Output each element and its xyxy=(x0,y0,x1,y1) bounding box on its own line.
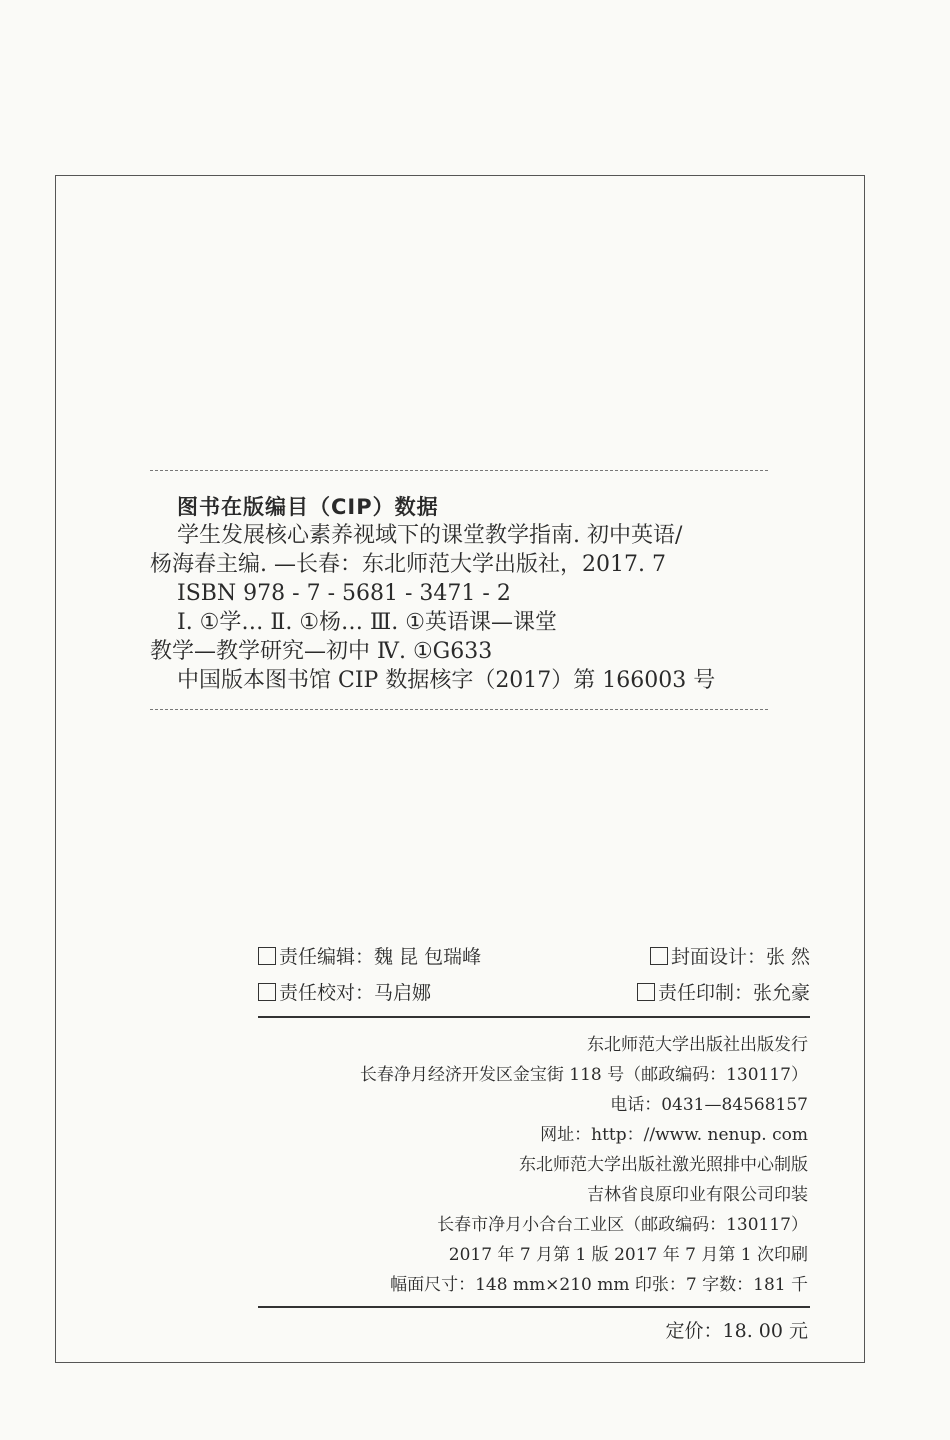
publisher-website: 网址：http：//www. nenup. com xyxy=(540,1125,808,1145)
publisher-line-7: 长春市净月小合台工业区（邮政编码：130117） xyxy=(437,1215,808,1235)
publisher-line-1: 东北师范大学出版社出版发行 xyxy=(587,1035,808,1055)
checkbox-icon xyxy=(258,947,276,965)
dashed-divider-top xyxy=(150,470,768,471)
publisher-line-5: 东北师范大学出版社激光照排中心制版 xyxy=(519,1155,808,1175)
publisher-line-6: 吉林省良原印业有限公司印装 xyxy=(587,1185,808,1205)
cip-title-line2: 杨海春主编. —长春：东北师范大学出版社，2017. 7 xyxy=(150,552,666,577)
cip-title-line1: 学生发展核心素养视域下的课堂教学指南. 初中英语/ xyxy=(177,523,683,548)
credit-row-1 xyxy=(258,940,810,976)
solid-divider-top xyxy=(258,1016,810,1018)
cip-class-line1: Ⅰ. ①学… Ⅱ. ①杨… Ⅲ. ①英语课—课堂 xyxy=(177,610,557,635)
editor-credit: 责任编辑：魏 昆 包瑞峰 xyxy=(258,940,481,976)
solid-divider-bottom xyxy=(258,1306,810,1308)
checkbox-icon xyxy=(650,947,668,965)
cip-class-line2: 教学—教学研究—初中 Ⅳ. ①G633 xyxy=(150,639,493,664)
cip-record-number: 中国版本图书馆 CIP 数据核字（2017）第 166003 号 xyxy=(177,668,716,693)
publisher-line-2: 长春净月经济开发区金宝街 118 号（邮政编码：130117） xyxy=(359,1065,808,1085)
price: 定价：18. 00 元 xyxy=(665,1320,808,1342)
format-info: 幅面尺寸：148 mm×210 mm 印张：7 字数：181 千 xyxy=(390,1275,808,1295)
printing-credit: 责任印制：张允豪 xyxy=(637,976,810,1012)
cip-isbn: ISBN 978 - 7 - 5681 - 3471 - 2 xyxy=(177,581,511,606)
cip-heading: 图书在版编目（CIP）数据 xyxy=(177,495,439,519)
cover-credit: 封面设计：张 然 xyxy=(650,940,810,976)
checkbox-icon xyxy=(637,983,655,1001)
publisher-info xyxy=(258,1030,810,1300)
colophon xyxy=(258,940,810,1346)
credit-row-2 xyxy=(258,976,810,1012)
cip-block xyxy=(150,470,768,710)
edition-info: 2017 年 7 月第 1 版 2017 年 7 月第 1 次印刷 xyxy=(448,1245,808,1265)
dashed-divider-bottom xyxy=(150,709,768,710)
publisher-phone: 电话：0431—84568157 xyxy=(610,1095,808,1115)
proofreader-credit: 责任校对：马启娜 xyxy=(258,976,431,1012)
cip-body xyxy=(150,521,768,695)
checkbox-icon xyxy=(258,983,276,1001)
